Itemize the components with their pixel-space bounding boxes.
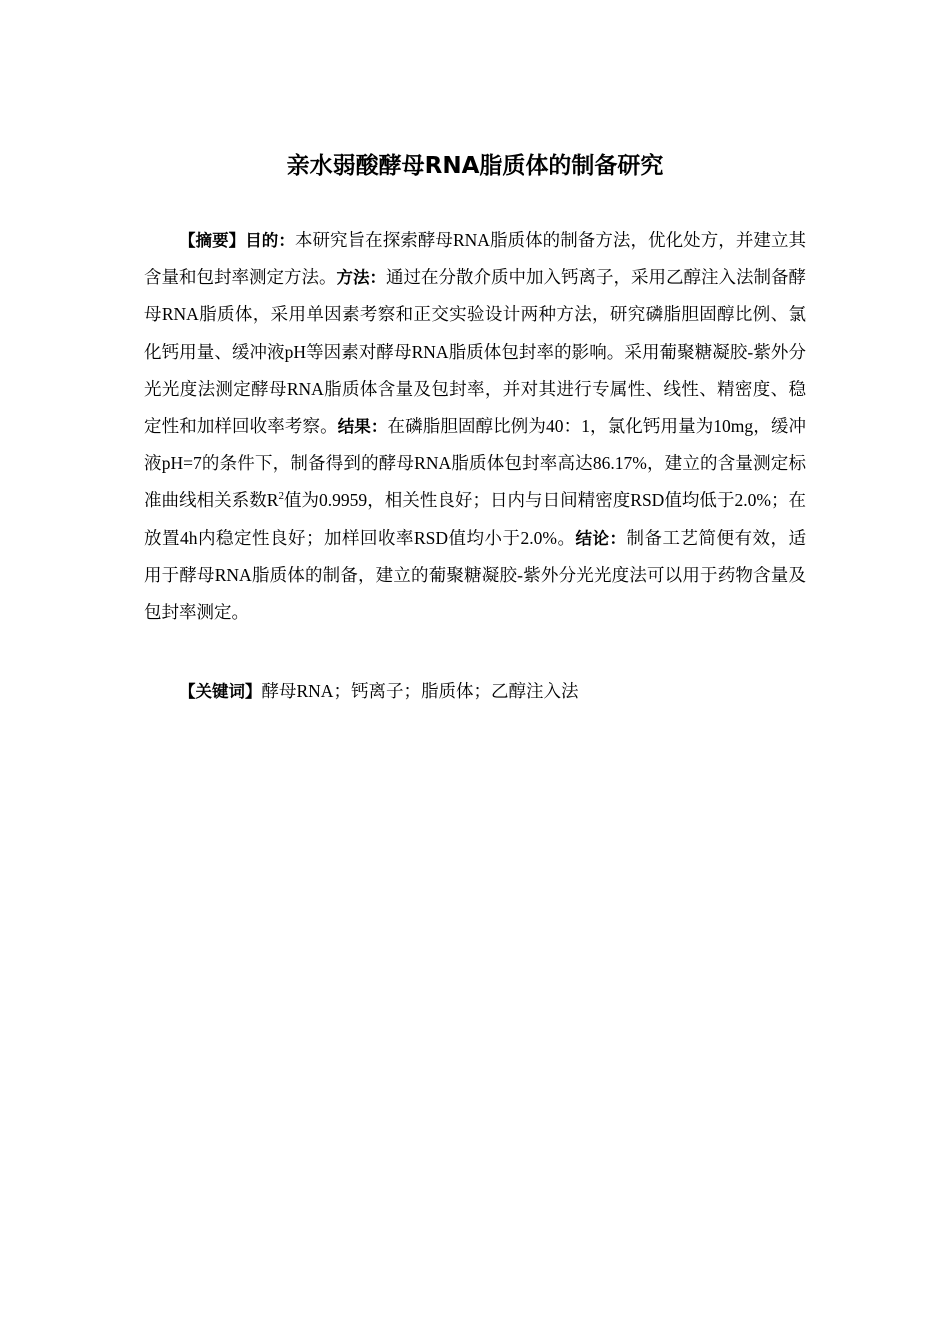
keywords-text: 酵母RNA；钙离子；脂质体；乙醇注入法 [261, 681, 579, 701]
paper-title: 亲水弱酸酵母RNA脂质体的制备研究 [286, 153, 664, 179]
objective-label: 目的： [245, 231, 295, 250]
results-text-part2: 值为0.9959，相关性良好；日内与日间精密度RSD值均低于2.0%；在放置4h内稳定性良好；加样回收率RSD值均小于2.0%。 [144, 490, 806, 548]
methods-label: 方法： [336, 268, 386, 288]
abstract-label: 【摘要】 [179, 231, 246, 250]
abstract-paragraph [144, 222, 806, 631]
conclusion-label: 结论： [575, 528, 627, 548]
r-squared-superscript: 2 [278, 490, 284, 503]
objective-text: 本研究旨在探索酵母RNA脂质体的制备方法，优化处方，并建立其含量和包封率测定方法。 [144, 230, 807, 288]
results-label: 结果： [337, 417, 388, 437]
results-text-part1: 在磷脂胆固醇比例为40：1，氯化钙用量为10mg，缓冲液pH=7的条件下，制备得到的酵母RNA脂质体包封率高达86.17%，建立的含量测定标准曲线相关系数R [144, 416, 806, 511]
methods-text: 通过在分散介质中加入钙离子，采用乙醇注入法制备酵母RNA脂质体，采用单因素考察和正交实验设计两种方法，研究磷脂胆固醇比例、氯化钙用量、缓冲液pH等因素对酵母RNA脂质体包封率的影响。采用葡聚糖凝胶-紫外分光光度法测定酵母RNA脂质体含量及包封率，并对其进行专属性、线性、精密度、稳定性和加样回收率考察。 [144, 267, 806, 437]
keywords-paragraph [144, 673, 806, 710]
keywords-label: 【关键词】 [179, 682, 262, 701]
conclusion-text: 制备工艺简便有效，适用于酵母RNA脂质体的制备，建立的葡聚糖凝胶-紫外分光光度法可以用于药物含量及包封率测定。 [144, 527, 806, 623]
